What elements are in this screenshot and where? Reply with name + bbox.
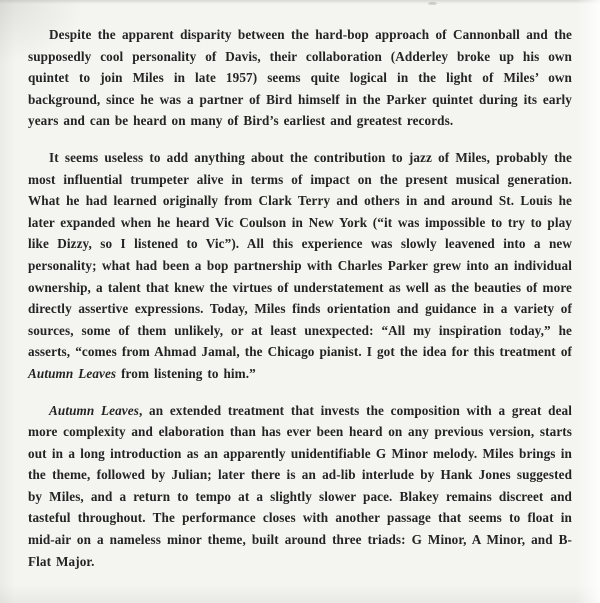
paragraph-miles-background [28,147,572,385]
paragraph-autumn-leaves [28,400,572,573]
liner-notes-text [28,24,572,572]
italic-title-text: Autumn Leaves [28,365,117,381]
italic-title-text: Autumn Leaves [49,402,139,418]
paragraph-cannonball-davis [28,24,572,132]
body-text: It seems useless to add anything about the contribution to jazz of Miles, probably the most influential trumpeter alive in terms of impact on the present musical generation. What he had learned originally from Clark Terry and others in and around St. Louis he later expanded when he heard Vic Coulson in New York (“it was impossible to try to play like Dizzy, so I listened to Vic”). All this experience was slowly leavened into a new personality; what had been a bop partnership with Charles Parker grew into an individual ownership, a talent that knew the virtues of understatement as well as the beauties of more directly assertive expressions. Today, Miles finds orientation and guidance in a variety of sources, some of them unlikely, or at least unexpected: “All my inspiration today,” he asserts, “comes from Ahmad Jamal, the Chicago pianist. I got the idea for this treatment of [28,149,572,360]
scan-smudge-artifact [428,2,437,5]
body-text: , an extended treatment that invests the composition with a great deal more complexity and elaboration than has ever been heard on any previous version, starts out in a long introduction as an apparently unidentifiable G Minor melody. Miles brings in the theme, followed by Julian; later there is an ad-lib interlude by Hank Jones suggested by Miles, and a return to tempo at a slightly slower pace. Blakey remains discreet and tasteful throughout. The performance closes with another passage that seems to float in mid-air on a nameless minor theme, built around three triads: G Minor, A Minor, and B-Flat Major. [28,402,572,569]
body-text: from listening to him.” [116,365,256,381]
body-text: Despite the apparent disparity between the hard-bop approach of Cannonball and the supposedly cool personality of Davis, their collaboration (Adderley broke up his own quintet to join Miles in late 1957) seems quite logical in the light of Miles’ own background, since he was a partner of Bird himself in the Parker quintet during its early years and can be heard on many of Bird’s earliest and greatest records. [28,27,572,129]
